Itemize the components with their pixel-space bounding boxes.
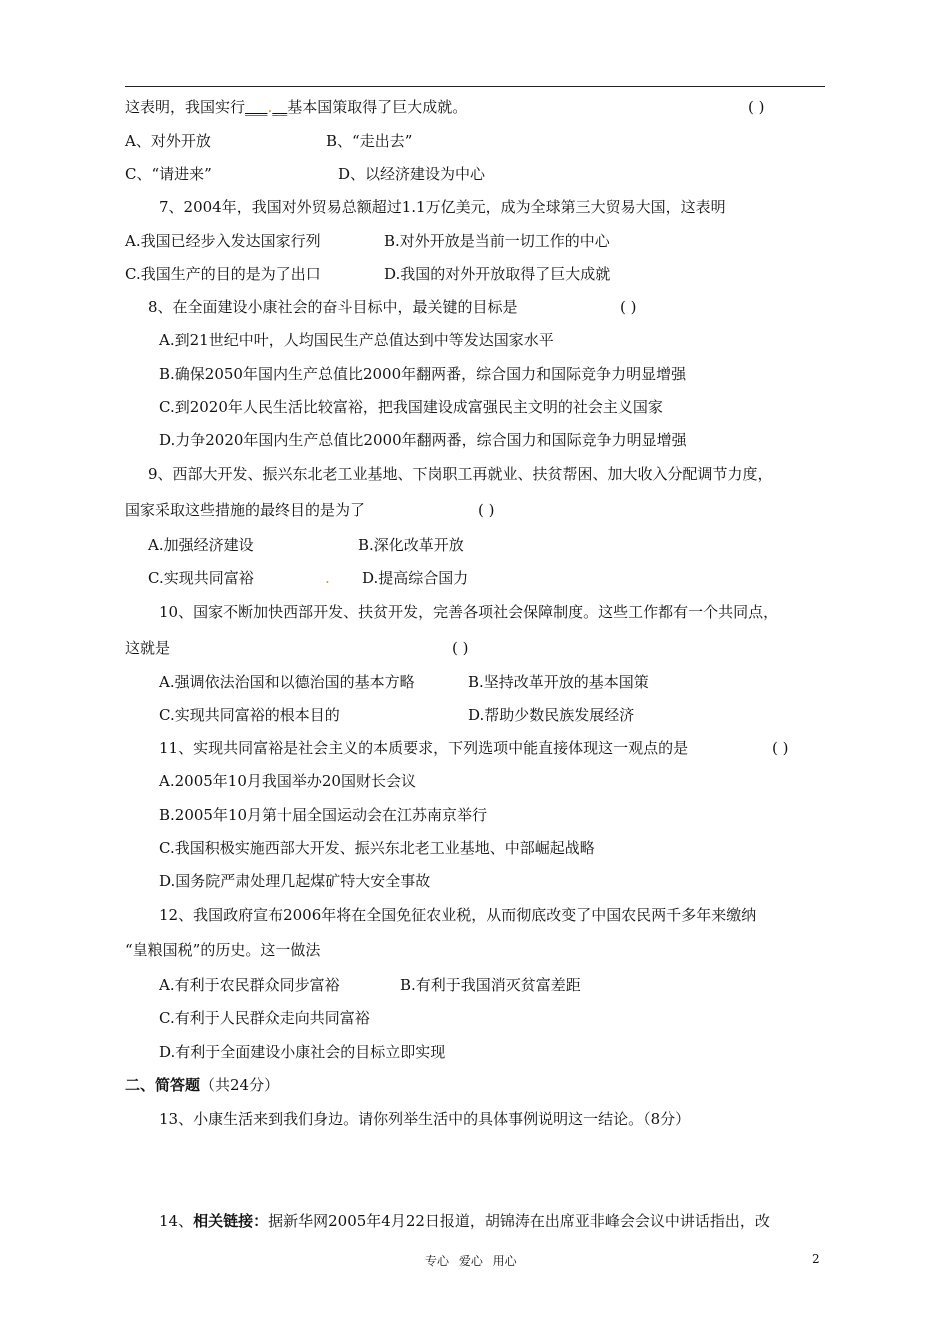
question-9-cont: 国家采取这些措施的最终目的是为了	[125, 501, 366, 519]
option-d: D、以经济建设为中心	[338, 165, 486, 183]
option-c: C、“请进来”	[125, 165, 212, 183]
option-d: D.提高综合国力	[362, 569, 469, 587]
stray-mark: .	[267, 98, 273, 116]
question-12: 12、我国政府宣布2006年将在全国免征农业税，从而彻底改变了中国农民两千多年来缴纳	[159, 906, 757, 924]
answer-paren: ( )	[748, 98, 765, 116]
option-b: B.坚持改革开放的基本国策	[468, 673, 649, 691]
option-c: C.实现共同富裕的根本目的	[159, 706, 340, 724]
question-7: 7、2004年，我国对外贸易总额超过1.1万亿美元，成为全球第三大贸易大国，这表明	[159, 198, 726, 216]
option-d: D.帮助少数民族发展经济	[468, 706, 635, 724]
option-a: A、对外开放	[125, 132, 211, 150]
option-c: C.我国生产的目的是为了出口	[125, 265, 321, 283]
option-c: C.有利于人民群众走向共同富裕	[159, 1009, 370, 1027]
page-footer: 专心 爱心 用心	[425, 1254, 517, 1268]
question-number: 14、	[159, 1212, 194, 1230]
continued-question-line	[125, 97, 467, 117]
option-b: B.对外开放是当前一切工作的中心	[384, 232, 610, 250]
option-a: A.到21世纪中叶，人均国民生产总值达到中等发达国家水平	[159, 331, 554, 349]
blank: ___	[245, 98, 268, 116]
question-10-cont: 这就是	[125, 639, 171, 657]
option-b: B、“走出去”	[326, 132, 413, 150]
header-rule	[125, 86, 825, 87]
question-10: 10、国家不断加快西部开发、扶贫开发，完善各项社会保障制度。这些工作都有一个共同点，	[159, 603, 779, 621]
stray-mark: .	[325, 569, 330, 587]
answer-paren: ( )	[772, 739, 789, 757]
option-b: B.2005年10月第十届全国运动会在江苏南京举行	[159, 806, 488, 824]
answer-paren: ( )	[478, 501, 495, 519]
option-c: C.到2020年人民生活比较富裕，把我国建设成富强民主文明的社会主义国家	[159, 398, 663, 416]
option-d: D.有利于全面建设小康社会的目标立即实现	[159, 1043, 446, 1061]
question-text: 据新华网2005年4月22日报道，胡锦涛在出席亚非峰会会议中讲话指出，改	[268, 1212, 770, 1230]
related-link-label: 相关链接：	[193, 1212, 269, 1230]
option-c: C.实现共同富裕	[148, 569, 254, 587]
question-13: 13、小康生活来到我们身边。请你列举生活中的具体事例说明这一结论。（8分）	[159, 1110, 691, 1128]
question-14	[159, 1211, 770, 1231]
option-a: A.2005年10月我国举办20国财长会议	[159, 772, 416, 790]
question-9: 9、西部大开发、振兴东北老工业基地、下岗职工再就业、扶贫帮困、加大收入分配调节力度，	[148, 465, 773, 483]
section-2-heading	[125, 1075, 279, 1095]
answer-paren: ( )	[620, 298, 637, 316]
answer-paren: ( )	[452, 639, 469, 657]
text: 这表明，我国实行	[125, 98, 246, 116]
section-title: 二、简答题	[125, 1076, 201, 1094]
option-b: B.有利于我国消灭贫富差距	[400, 976, 581, 994]
option-d: D.我国的对外开放取得了巨大成就	[384, 265, 611, 283]
question-8: 8、在全面建设小康社会的奋斗目标中，最关键的目标是	[148, 298, 518, 316]
option-a: A.加强经济建设	[148, 536, 254, 554]
option-b: B.深化改革开放	[358, 536, 464, 554]
option-a: A.有利于农民群众同步富裕	[159, 976, 340, 994]
option-b: B.确保2050年国内生产总值比2000年翻两番，综合国力和国际竞争力明显增强	[159, 365, 687, 383]
option-a: A.强调依法治国和以德治国的基本方略	[159, 673, 415, 691]
option-a: A.我国已经步入发达国家行列	[125, 232, 321, 250]
option-d: D.国务院严肃处理几起煤矿特大安全事故	[159, 872, 431, 890]
question-11: 11、实现共同富裕是社会主义的本质要求，下列选项中能直接体现这一观点的是	[159, 739, 689, 757]
section-score: （共24分）	[200, 1076, 280, 1094]
page-number: 2	[812, 1252, 820, 1266]
option-d: D.力争2020年国内生产总值比2000年翻两番，综合国力和国际竞争力明显增强	[159, 431, 687, 449]
text: 基本国策取得了巨大成就。	[287, 98, 468, 116]
blank: __	[272, 98, 288, 116]
option-c: C.我国积极实施西部大开发、振兴东北老工业基地、中部崛起战略	[159, 839, 595, 857]
question-12-cont: “皇粮国税”的历史。这一做法	[125, 941, 321, 959]
